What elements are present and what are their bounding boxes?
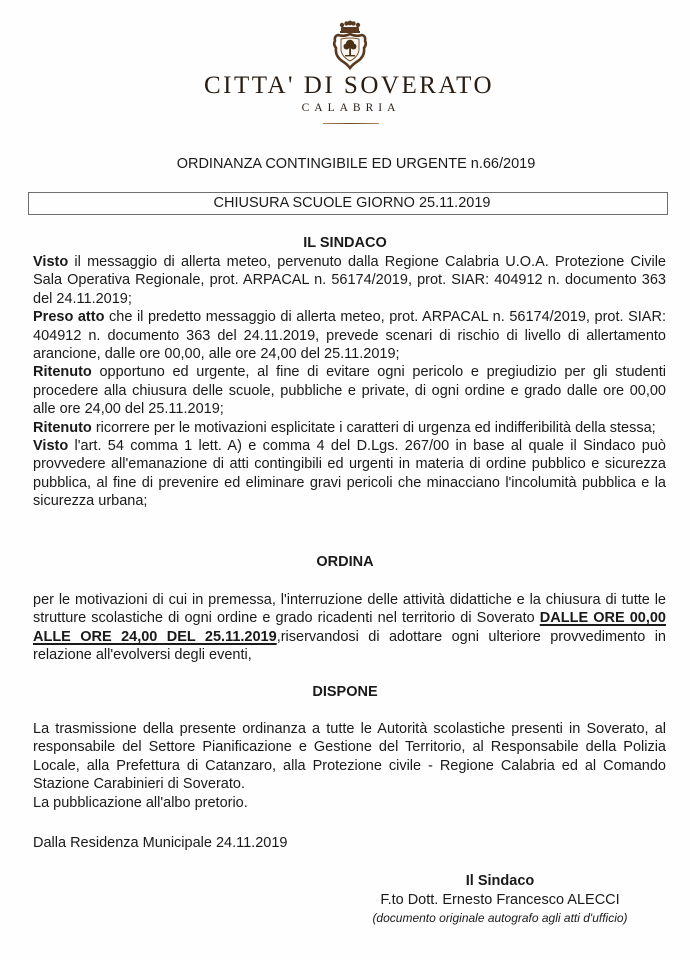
premise-lead: Preso atto: [33, 309, 105, 326]
ordina-heading: ORDINA: [316, 554, 374, 570]
premise-lead: Visto: [33, 254, 69, 270]
ordina-block: [33, 591, 666, 665]
premise-text: opportuno ed urgente, al fine di evitare ogni pericolo e pregiudizio per gli studenti procedere alla chiusura delle scuole, pubbliche e private, di ogni ordine e grado dalle ore 00,00 alle ore 24,00 del 25.11.2019;: [33, 364, 666, 418]
premise-text: ricorrere per le motivazioni esplicitate i caratteri di urgenza ed indifferibilità della stessa;: [91, 419, 656, 436]
premise-text: l'art. 54 comma 1 lett. A) e comma 4 del D.Lgs. 267/00 in base al quale il Sindaco può provvedere all'emanazione di atti contingibili ed urgenti in materia di ordine pubblico e sicurezza pubblica, al fine di prevenire ed eliminare gravi pericoli che minacciano l'incolumità pubblica e la sicurezza urbana;: [33, 438, 666, 510]
subject-box: [28, 192, 668, 215]
city-name: CITTA' DI SOVERATO: [203, 72, 495, 99]
subject-text: CHIUSURA SCUOLE GIORNO 25.11.2019: [213, 195, 491, 211]
signature-name: F.to Dott. Ernesto Francesco ALECCI: [380, 892, 620, 908]
dispone-block: [33, 720, 666, 812]
signature-note: (documento originale autografo agli atti d'ufficio): [372, 911, 628, 925]
ordina-paragraph: [33, 591, 666, 665]
ordina-text-after: ,riservandosi di adottare ogni ulteriore provvedimento in relazione all'evolversi degli eventi,: [33, 628, 666, 664]
premise-paragraph: [33, 419, 666, 437]
premise-text: il messaggio di allerta meteo, pervenuto dalla Regione Calabria U.O.A. Protezione Civile Sala Operativa Regionale, prot. ARPACAL n. 56174/2019, prot. SIAR: 404912 n. documento 363 del 24.11.2019;: [33, 254, 666, 307]
region-name: CALABRIA: [301, 102, 401, 114]
signature-title: Il Sindaco: [465, 873, 535, 889]
premise-paragraph: [33, 308, 666, 363]
signature-block: [350, 872, 650, 927]
premise-text: che il predetto messaggio di allerta meteo, prot. ARPACAL n. 56174/2019, prot. SIAR: 404912 n. documento 363 del 24.11.2019, prevede scenari di rischio di livello di allertamento arancione, dalle ore 00,00, alle ore 24,00 del 25.11.2019;: [33, 309, 666, 363]
dispone-paragraph: La trasmissione della presente ordinanza a tutte le Autorità scolastiche presenti in Soverato, al responsabile del Settore Pianificazione e Gestione del Territorio, al Responsabile della Polizia Locale, alla Prefettura di Catanzaro, alla Protezione civile - Regione Calabria ed al Comando Stazione Carabinieri di Soverato.: [33, 721, 666, 793]
premise-paragraph: [33, 253, 666, 308]
authority-heading: IL SINDACO: [303, 235, 387, 251]
publication-line: La pubblicazione all'albo pretorio.: [33, 794, 248, 811]
dispone-heading: DISPONE: [312, 684, 378, 700]
ordinance-title: ORDINANZA CONTINGIBILE ED URGENTE n.66/2019: [176, 156, 536, 172]
decorative-rule: [323, 123, 379, 124]
premises-block: [33, 253, 666, 511]
ordina-closure-period: DALLE ORE 00,00 ALLE ORE 24,00 DEL 25.11.2019: [33, 610, 666, 645]
premise-paragraph: [33, 363, 666, 418]
premise-paragraph: [33, 437, 666, 511]
coat-of-arms-icon: [329, 20, 371, 70]
place-date: Dalla Residenza Municipale 24.11.2019: [33, 835, 288, 851]
premise-lead: Ritenuto: [33, 419, 92, 436]
ordina-text-before: per le motivazioni di cui in premessa, l'interruzione delle attività didattiche e la chiusura di tutte le strutture scolastiche di ogni ordine e grado ricadenti nel territorio di Soverato: [33, 592, 666, 627]
premise-lead: Ritenuto: [33, 364, 92, 381]
premise-lead: Visto: [33, 438, 69, 455]
